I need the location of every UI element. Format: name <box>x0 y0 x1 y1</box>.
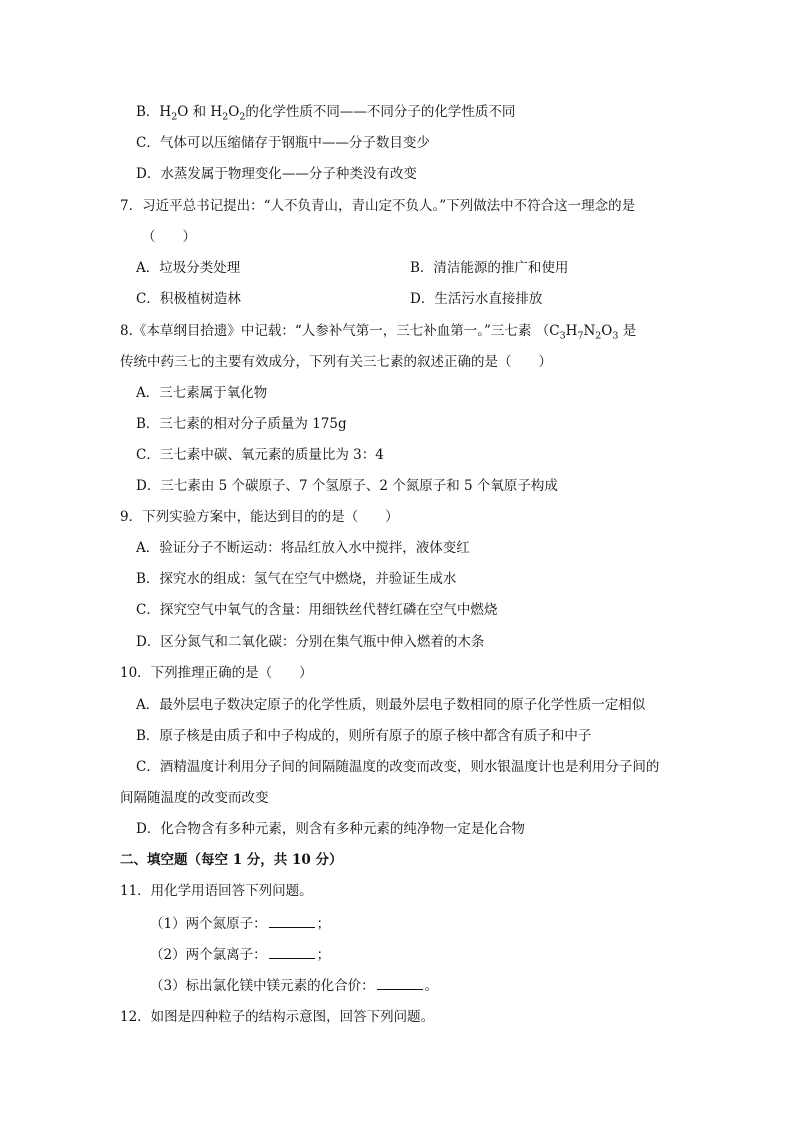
answer-blank[interactable] <box>269 913 315 928</box>
q8-sub-h: 7 <box>577 330 584 342</box>
q9-option-d: D．区分氮气和二氧化碳：分别在集气瓶中伸入燃着的木条 <box>136 634 485 650</box>
q11-p3-text: （3）标出氯化镁中镁元素的化合价： <box>150 978 375 994</box>
q8-stem-line1 <box>120 321 636 341</box>
q10-option-c-line1: C．酒精温度计利用分子间的间隔随温度的改变而改变，则水银温度计也是利用分子间的 <box>136 759 660 775</box>
q10-option-b: B．原子核是由质子和中子构成的，则所有原子的原子核中都含有质子和中子 <box>136 728 592 744</box>
q8-stem-text: 8.《本草纲目拾遗》中记载：“人参补气第一，三七补血第一。”三七素 （C <box>120 323 560 339</box>
q8-sub-n: 2 <box>595 330 602 342</box>
q11-part2 <box>150 944 330 965</box>
q9-stem: 9．下列实验方案中，能达到目的的是（ ） <box>120 509 399 525</box>
q6-option-d: D．水蒸发属于物理变化——分子种类没有改变 <box>136 166 417 182</box>
q7-option-a: A．垃圾分类处理 <box>136 260 241 276</box>
q8-stem-line2: 传统中药三七的主要有效成分，下列有关三七素的叙述正确的是（ ） <box>120 354 552 370</box>
q10-option-a: A．最外层电子数决定原子的化学性质，则最外层电子数相同的原子化学性质一定相似 <box>136 697 646 713</box>
q6-option-b <box>136 102 515 122</box>
q8-stem-end: 是 <box>618 323 637 339</box>
q8-option-b: B．三七素的相对分子质量为 175g <box>136 416 347 432</box>
q8-option-d: D．三七素由 5 个碳原子、7 个氢原子、2 个氮原子和 5 个氧原子构成 <box>136 478 558 494</box>
q8-option-a: A．三七素属于氧化物 <box>136 385 268 401</box>
q11-p3-end: 。 <box>424 978 439 994</box>
q6-b-sub: 2 <box>171 111 178 123</box>
q7-option-d: D．生活污水直接排放 <box>410 291 543 307</box>
q8-sub-c: 3 <box>559 330 566 342</box>
section-title: 二、填空题（每空 1 分，共 10 分） <box>120 852 343 868</box>
q7-option-b: B．清洁能源的推广和使用 <box>410 260 569 276</box>
q10-option-c-line2: 间隔随温度的改变而改变 <box>120 790 269 806</box>
q6-b-sub: 2 <box>222 111 229 123</box>
q6-b-mid: O 和 H <box>177 104 223 120</box>
q9-option-c: C．探究空气中氧气的含量：用细铁丝代替红磷在空气中燃烧 <box>136 602 498 618</box>
q9-option-a: A．验证分子不断运动：将品红放入水中搅拌，液体变红 <box>136 540 470 556</box>
q10-option-d: D．化合物含有多种元素，则含有多种元素的纯净物一定是化合物 <box>136 821 525 837</box>
q8-o: O <box>601 323 613 339</box>
q10-stem: 10．下列推理正确的是（ ） <box>120 665 313 681</box>
q8-n: N <box>583 323 596 339</box>
q12-stem: 12．如图是四种粒子的结构示意图，回答下列问题。 <box>120 1009 435 1025</box>
q11-stem: 11．用化学用语回答下列问题。 <box>120 883 313 899</box>
q6-b-rest: 的化学性质不同——不同分子的化学性质不同 <box>245 104 516 120</box>
q8-sub-o: 3 <box>612 330 619 342</box>
q7-stem-paren: （ ） <box>142 229 196 245</box>
q11-p2-end: ； <box>316 947 331 963</box>
answer-blank[interactable] <box>269 944 315 959</box>
q11-p1-text: （1）两个氮原子： <box>150 916 267 932</box>
q8-h: H <box>565 323 578 339</box>
q6-b-mid2: O <box>228 104 240 120</box>
q11-part3 <box>150 975 438 996</box>
q6-b-prefix: B．H <box>136 104 172 120</box>
q11-p1-end: ； <box>316 916 331 932</box>
q9-option-b: B．探究水的组成：氢气在空气中燃烧，并验证生成水 <box>136 571 457 587</box>
q7-option-c: C．积极植树造林 <box>136 291 241 307</box>
q7-stem: 7．习近平总书记提出：“人不负青山，青山定不负人。”下列做法中不符合这一理念的是 <box>120 198 636 214</box>
q6-b-sub: 2 <box>239 111 246 123</box>
q8-option-c: C．三七素中碳、氧元素的质量比为 3：4 <box>136 447 384 463</box>
answer-blank[interactable] <box>377 975 423 990</box>
q11-part1 <box>150 913 330 934</box>
q11-p2-text: （2）两个氯离子： <box>150 947 267 963</box>
q6-option-c: C．气体可以压缩储存于钢瓶中——分子数目变少 <box>136 135 430 151</box>
